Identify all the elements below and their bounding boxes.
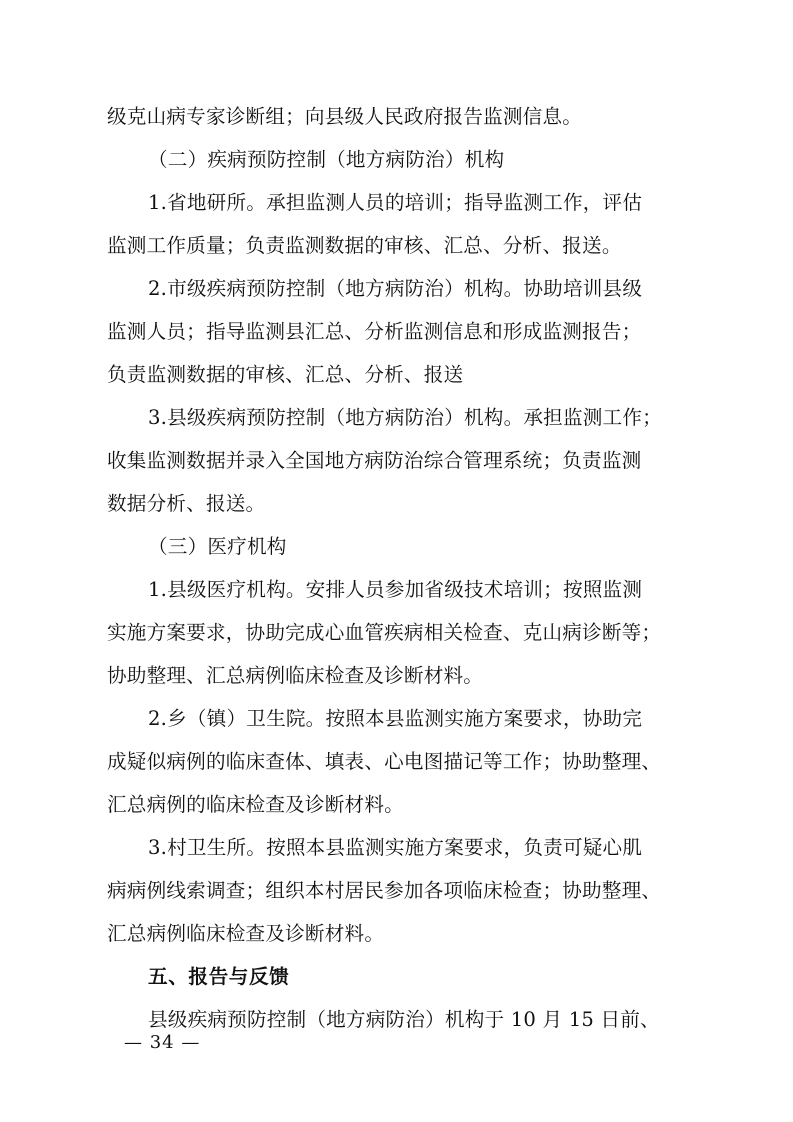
text-line: 汇总病例临床检查及诊断材料。 <box>107 922 385 945</box>
text-line: 负责监测数据的审核、汇总、分析、报送 <box>107 363 464 386</box>
text-line: 汇总病例的临床检查及诊断材料。 <box>107 793 404 816</box>
text-line: 监测工作质量；负责监测数据的审核、汇总、分析、报送。 <box>107 234 622 257</box>
section-heading: 五、报告与反馈 <box>148 965 290 988</box>
text-line: 3.村卫生所。按照本县监测实施方案要求，负责可疑心肌 <box>148 836 643 859</box>
text-line: 数据分析、报送。 <box>107 492 266 515</box>
page-number: — 34 — <box>124 1032 201 1053</box>
text-line: 1.省地研所。承担监测人员的培训；指导监测工作，评估 <box>148 191 643 214</box>
text-line: 收集监测数据并录入全国地方病防治综合管理系统；负责监测 <box>107 449 642 472</box>
text-line: 1.县级医疗机构。安排人员参加省级技术培训；按照监测 <box>148 578 643 601</box>
text-line: 监测人员；指导监测县汇总、分析监测信息和形成监测报告； <box>107 320 642 343</box>
text-line: 协助整理、汇总病例临床检查及诊断材料。 <box>107 664 484 687</box>
text-line: 实施方案要求，协助完成心血管疾病相关检查、克山病诊断等； <box>107 621 662 644</box>
text-line: 3.县级疾病预防控制（地方病防治）机构。承担监测工作； <box>148 406 662 429</box>
text-line: 成疑似病例的临床查体、填表、心电图描记等工作；协助整理、 <box>107 750 662 773</box>
text-line: 级克山病专家诊断组；向县级人民政府报告监测信息。 <box>107 105 583 128</box>
text-line: 2.乡（镇）卫生院。按照本县监测实施方案要求，协助完 <box>148 707 643 730</box>
text-line: 县级疾病预防控制（地方病防治）机构于 10 月 15 日前、 <box>148 1008 660 1031</box>
text-line: 病病例线索调查；组织本村居民参加各项临床检查；协助整理、 <box>107 879 662 902</box>
section-subheading: （二）疾病预防控制（地方病防治）机构 <box>148 148 505 171</box>
section-subheading: （三）医疗机构 <box>148 535 287 558</box>
text-line: 2.市级疾病预防控制（地方病防治）机构。协助培训县级 <box>148 277 643 300</box>
